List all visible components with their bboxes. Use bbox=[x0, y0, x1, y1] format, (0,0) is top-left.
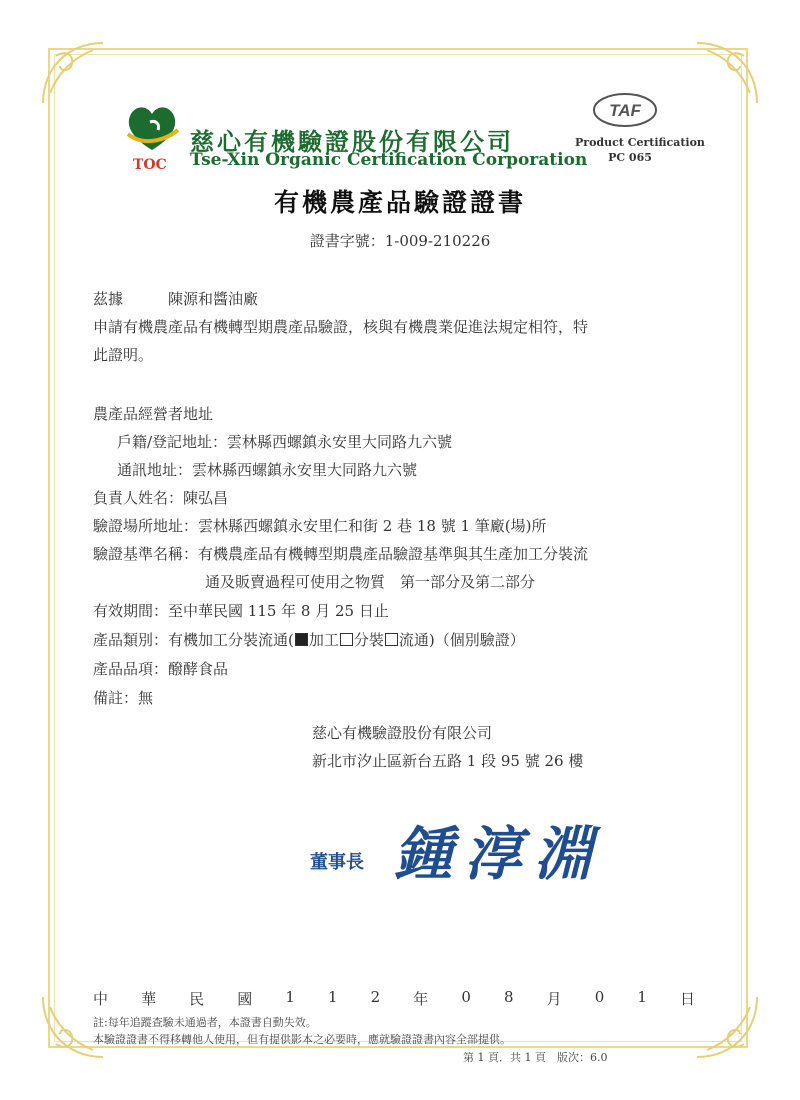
standard-line-1: 驗證基準名稱：有機農產品有機轉型期農產品驗證基準與其生產加工分裝流 bbox=[93, 545, 589, 563]
issue-date-char: 8 bbox=[503, 988, 514, 1006]
issue-date-char: 1 bbox=[285, 988, 295, 1006]
toc-logo-text: TOC bbox=[133, 157, 167, 173]
signature-name: 鍾淳淵 bbox=[394, 820, 605, 888]
toc-logo-icon bbox=[120, 100, 184, 156]
applicant-name: 陳源和醬油廠 bbox=[168, 290, 259, 308]
checkbox-distribution bbox=[385, 633, 398, 646]
statement-line-2: 此證明。 bbox=[93, 346, 154, 364]
issue-date-char: 華 bbox=[141, 990, 157, 1008]
issue-date-char: 年 bbox=[413, 990, 429, 1008]
taf-logo-text: TAF bbox=[609, 101, 641, 120]
issue-date-char: 國 bbox=[237, 990, 253, 1008]
issue-date-char: 0 bbox=[594, 988, 605, 1006]
checkbox-packaging bbox=[340, 633, 353, 646]
issue-date-char: 1 bbox=[637, 988, 647, 1006]
category-option-packaging: 分裝 bbox=[353, 631, 384, 649]
chairman-title: 董事長 bbox=[310, 852, 364, 873]
company-name-zh: 慈心有機驗證股份有限公司 bbox=[190, 127, 514, 156]
issue-date-char: 中 bbox=[93, 990, 109, 1008]
mailing-address: 通訊地址：雲林縣西螺鎮永安里大同路九六號 bbox=[117, 461, 418, 479]
standard-line-2: 通及販賣過程可使用之物質 第一部分及第二部分 bbox=[205, 573, 536, 591]
issue-date-char: 日 bbox=[679, 990, 695, 1008]
taf-logo bbox=[592, 92, 658, 128]
responsible-person: 負責人姓名：陳弘昌 bbox=[93, 489, 229, 507]
issue-date-char: 1 bbox=[328, 988, 338, 1006]
issue-date-char: 2 bbox=[370, 988, 381, 1006]
checkbox-processing bbox=[295, 633, 308, 646]
remarks: 備註：無 bbox=[93, 689, 154, 707]
category-option-distribution: 流通)（個別驗證） bbox=[398, 631, 525, 649]
category-prefix: 產品類別：有機加工分裝流通( bbox=[93, 631, 294, 649]
validity-period: 有效期間：至中華民國 115 年 8 月 25 日止 bbox=[93, 602, 389, 620]
certificate-title: 有機農產品驗證證書 bbox=[273, 188, 526, 217]
basis-label: 茲據 bbox=[93, 290, 124, 308]
certificate-number: 證書字號：1-009-210226 bbox=[309, 232, 491, 250]
issue-date-char: 月 bbox=[546, 990, 562, 1008]
issuer-address: 新北市汐止區新台五路 1 段 95 號 26 樓 bbox=[312, 752, 584, 770]
category-option-processing: 加工 bbox=[308, 631, 339, 649]
chairman-signature bbox=[390, 812, 620, 892]
footnote-2: 本驗證證書不得移轉他人使用，但有提供影本之必要時，應就驗證證書內容全部提供。 bbox=[93, 1033, 511, 1046]
issue-date-char: 0 bbox=[461, 988, 471, 1006]
issue-date bbox=[93, 988, 695, 1009]
page-info: 第 1 頁．共 1 頁 版次：6.0 bbox=[463, 1051, 608, 1064]
company-name-en: Tse-Xin Organic Certification Corporation bbox=[190, 150, 588, 170]
corner-ornament-bottom-right bbox=[692, 992, 762, 1062]
product-category bbox=[93, 629, 525, 650]
statement-line-1: 申請有機農產品有機轉型期農產品驗證，核與有機農業促進法規定相符，特 bbox=[93, 318, 589, 336]
issuer-name: 慈心有機驗證股份有限公司 bbox=[312, 724, 493, 742]
site-address: 驗證場所地址：雲林縣西螺鎮永安里仁和街 2 巷 18 號 1 筆廠(場)所 bbox=[93, 517, 547, 535]
taf-product-certification: Product Certification bbox=[575, 136, 705, 149]
address-header: 農產品經營者地址 bbox=[93, 405, 214, 423]
corner-ornament-top-right bbox=[692, 38, 762, 108]
product-item: 產品品項：醱酵食品 bbox=[93, 660, 229, 678]
corner-ornament-top-left bbox=[38, 38, 108, 108]
taf-code: PC 065 bbox=[608, 151, 652, 164]
issue-date-char: 民 bbox=[189, 990, 205, 1008]
footnote-1: 註:每年追蹤查驗未通過者，本證書自動失效。 bbox=[93, 1016, 317, 1029]
registered-address: 戶籍/登記地址：雲林縣西螺鎮永安里大同路九六號 bbox=[117, 433, 453, 451]
